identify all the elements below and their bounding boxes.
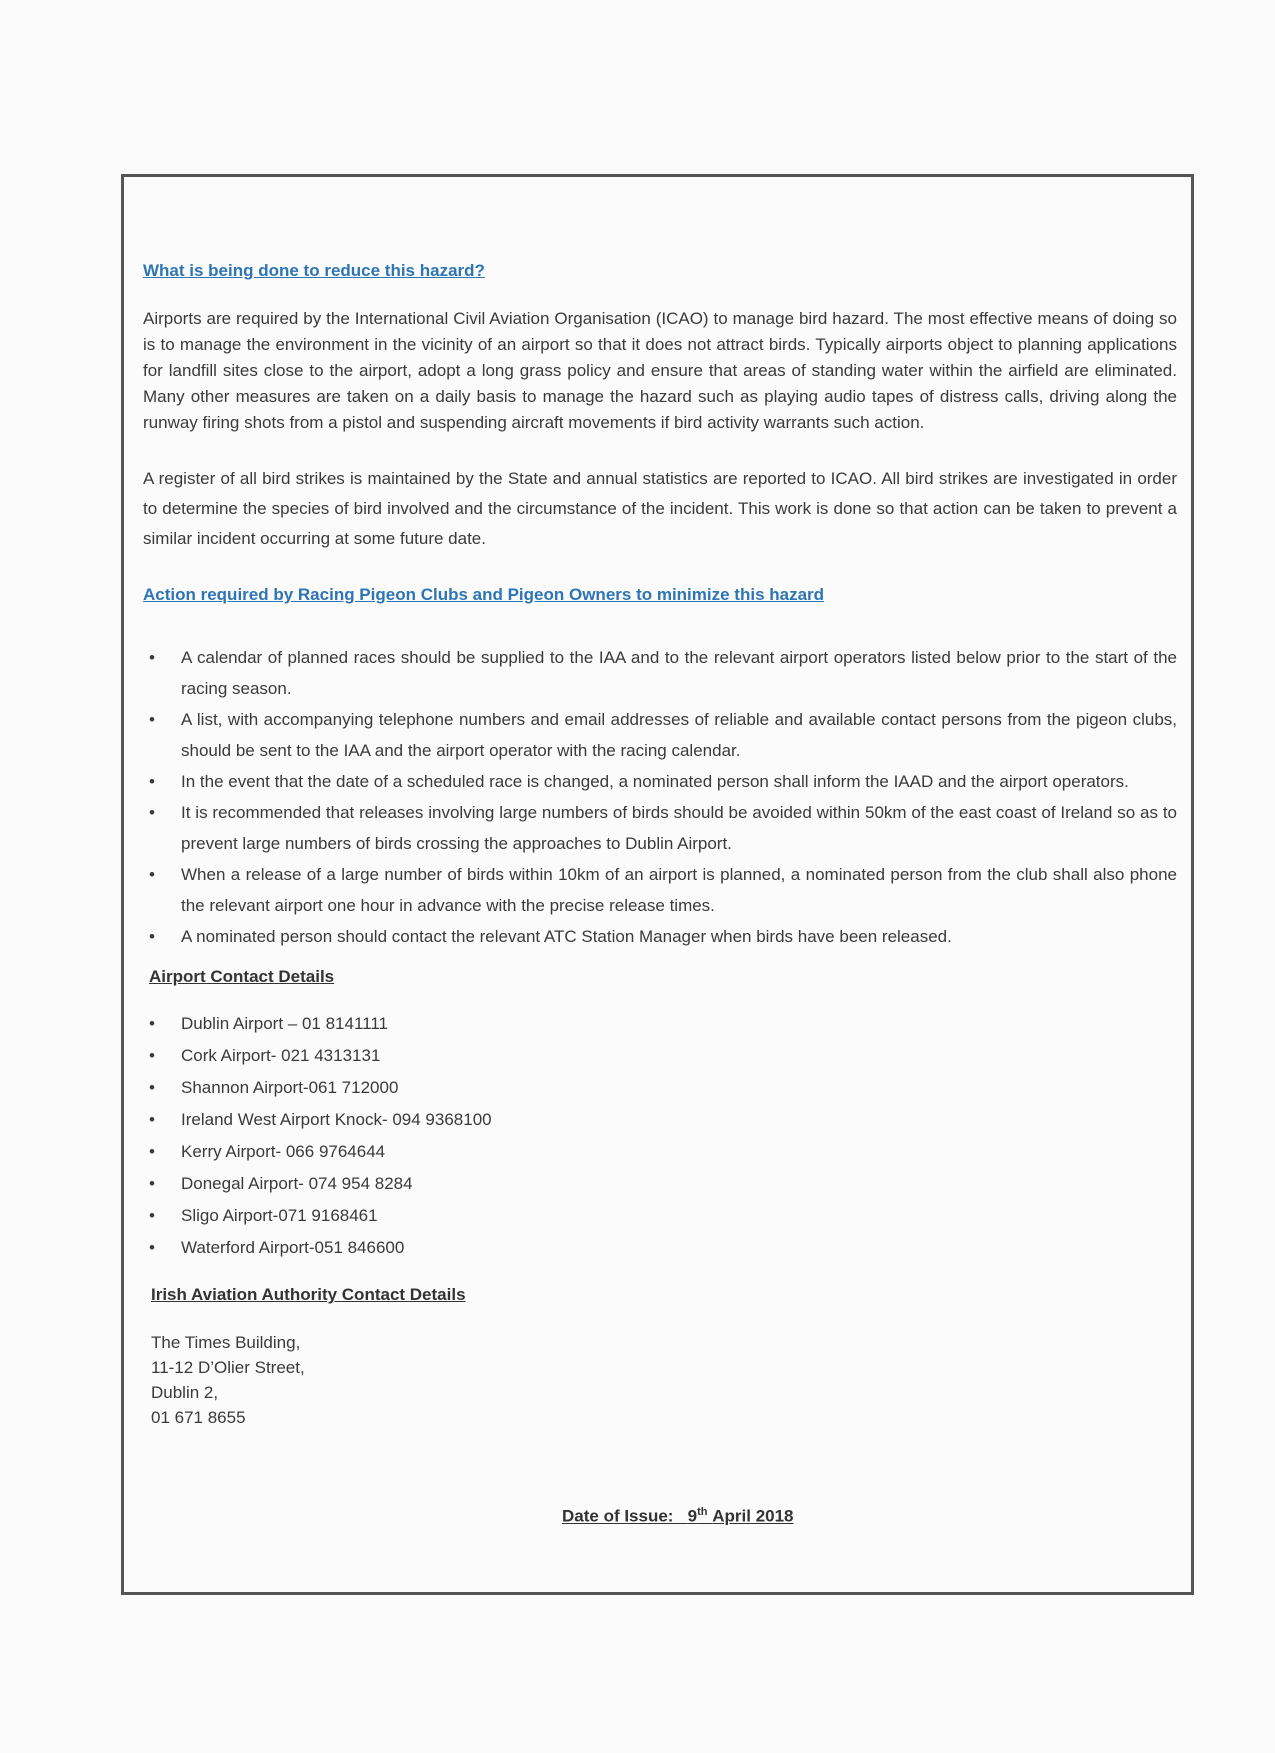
address-line: The Times Building,: [151, 1333, 301, 1352]
bullet-icon: •: [149, 1238, 155, 1257]
hazard-paragraph-1: Airports are required by the International Civil Aviation Organisation (ICAO) to manage bird hazard. The most effective means of doing so is to manage the environment in the vicinity of an airport so that it does not attract birds. Typically airports object to planning applications for landfill sites close to the airport, adopt a long grass policy and ensure that areas of standing water within the airfield are eliminated. Many other measures are taken on a daily basis to manage the hazard such as playing audio tapes of distress calls, driving along the runway firing shots from a pistol and suspending aircraft movements if bird activity warrants such action.: [143, 309, 1177, 432]
bullet-icon: •: [149, 865, 155, 884]
bullet-icon: •: [149, 927, 155, 946]
document-body: [143, 258, 1177, 1430]
issue-day: 9: [687, 1506, 698, 1526]
bullet-icon: •: [149, 710, 155, 729]
issue-day-suffix: th: [697, 1506, 708, 1518]
list-item: • Shannon Airport-061 712000: [143, 1072, 1177, 1104]
bullet-icon: •: [149, 648, 155, 667]
bullet-icon: •: [149, 1174, 155, 1193]
bullet-icon: •: [149, 1142, 155, 1161]
address-line: Dublin 2,: [151, 1383, 219, 1402]
bullet-icon: •: [149, 772, 155, 791]
airport-contact-list: [143, 1008, 1177, 1264]
list-item: • Donegal Airport- 074 954 8284: [143, 1168, 1177, 1200]
issue-month-year: April 2018: [712, 1506, 794, 1526]
list-item: • A list, with accompanying telephone numbers and email addresses of reliable and available contact persons from the pigeon clubs, should be sent to the IAA and the airport operator with the racing calendar.: [143, 704, 1177, 766]
list-item: • Sligo Airport-071 9168461: [143, 1200, 1177, 1232]
airport-contacts-heading: Airport Contact Details: [149, 967, 335, 986]
issue-label: Date of Issue:: [562, 1506, 674, 1526]
list-item: • Waterford Airport-051 846600: [143, 1232, 1177, 1264]
list-item: • When a release of a large number of birds within 10km of an airport is planned, a nominated person from the club shall also phone the relevant airport one hour in advance with the precise release times.: [143, 859, 1177, 921]
list-item: • A calendar of planned races should be supplied to the IAA and to the relevant airport operators listed below prior to the start of the racing season.: [143, 642, 1177, 704]
action-heading: Action required by Racing Pigeon Clubs and Pigeon Owners to minimize this hazard: [143, 585, 825, 604]
list-item: • In the event that the date of a scheduled race is changed, a nominated person shall inform the IAAD and the airport operators.: [143, 766, 1177, 797]
bullet-icon: •: [149, 1046, 155, 1065]
iaa-contacts-heading: Irish Aviation Authority Contact Details: [151, 1285, 466, 1304]
date-of-issue: [562, 1506, 794, 1527]
action-list: [143, 642, 1177, 952]
list-item: • Ireland West Airport Knock- 094 9368100: [143, 1104, 1177, 1136]
iaa-address: [143, 1330, 1177, 1430]
bullet-icon: •: [149, 1110, 155, 1129]
bullet-icon: •: [149, 1014, 155, 1033]
phone-line: 01 671 8655: [151, 1408, 246, 1427]
bullet-icon: •: [149, 803, 155, 822]
hazard-paragraph-2: A register of all bird strikes is maintained by the State and annual statistics are reported to ICAO. All bird strikes are investigated in order to determine the species of bird involved and the circumstance of the incident. This work is done so that action can be taken to prevent a similar incident occurring at some future date.: [143, 469, 1177, 548]
list-item: • It is recommended that releases involving large numbers of birds should be avoided within 50km of the east coast of Ireland so as to prevent large numbers of birds crossing the approaches to Dublin Airport.: [143, 797, 1177, 859]
bullet-icon: •: [149, 1206, 155, 1225]
bullet-icon: •: [149, 1078, 155, 1097]
list-item: • Dublin Airport – 01 8141111: [143, 1008, 1177, 1040]
address-line: 11-12 D’Olier Street,: [151, 1358, 305, 1377]
list-item: • A nominated person should contact the relevant ATC Station Manager when birds have been released.: [143, 921, 1177, 952]
hazard-heading: What is being done to reduce this hazard?: [143, 261, 485, 280]
list-item: • Kerry Airport- 066 9764644: [143, 1136, 1177, 1168]
list-item: • Cork Airport- 021 4313131: [143, 1040, 1177, 1072]
